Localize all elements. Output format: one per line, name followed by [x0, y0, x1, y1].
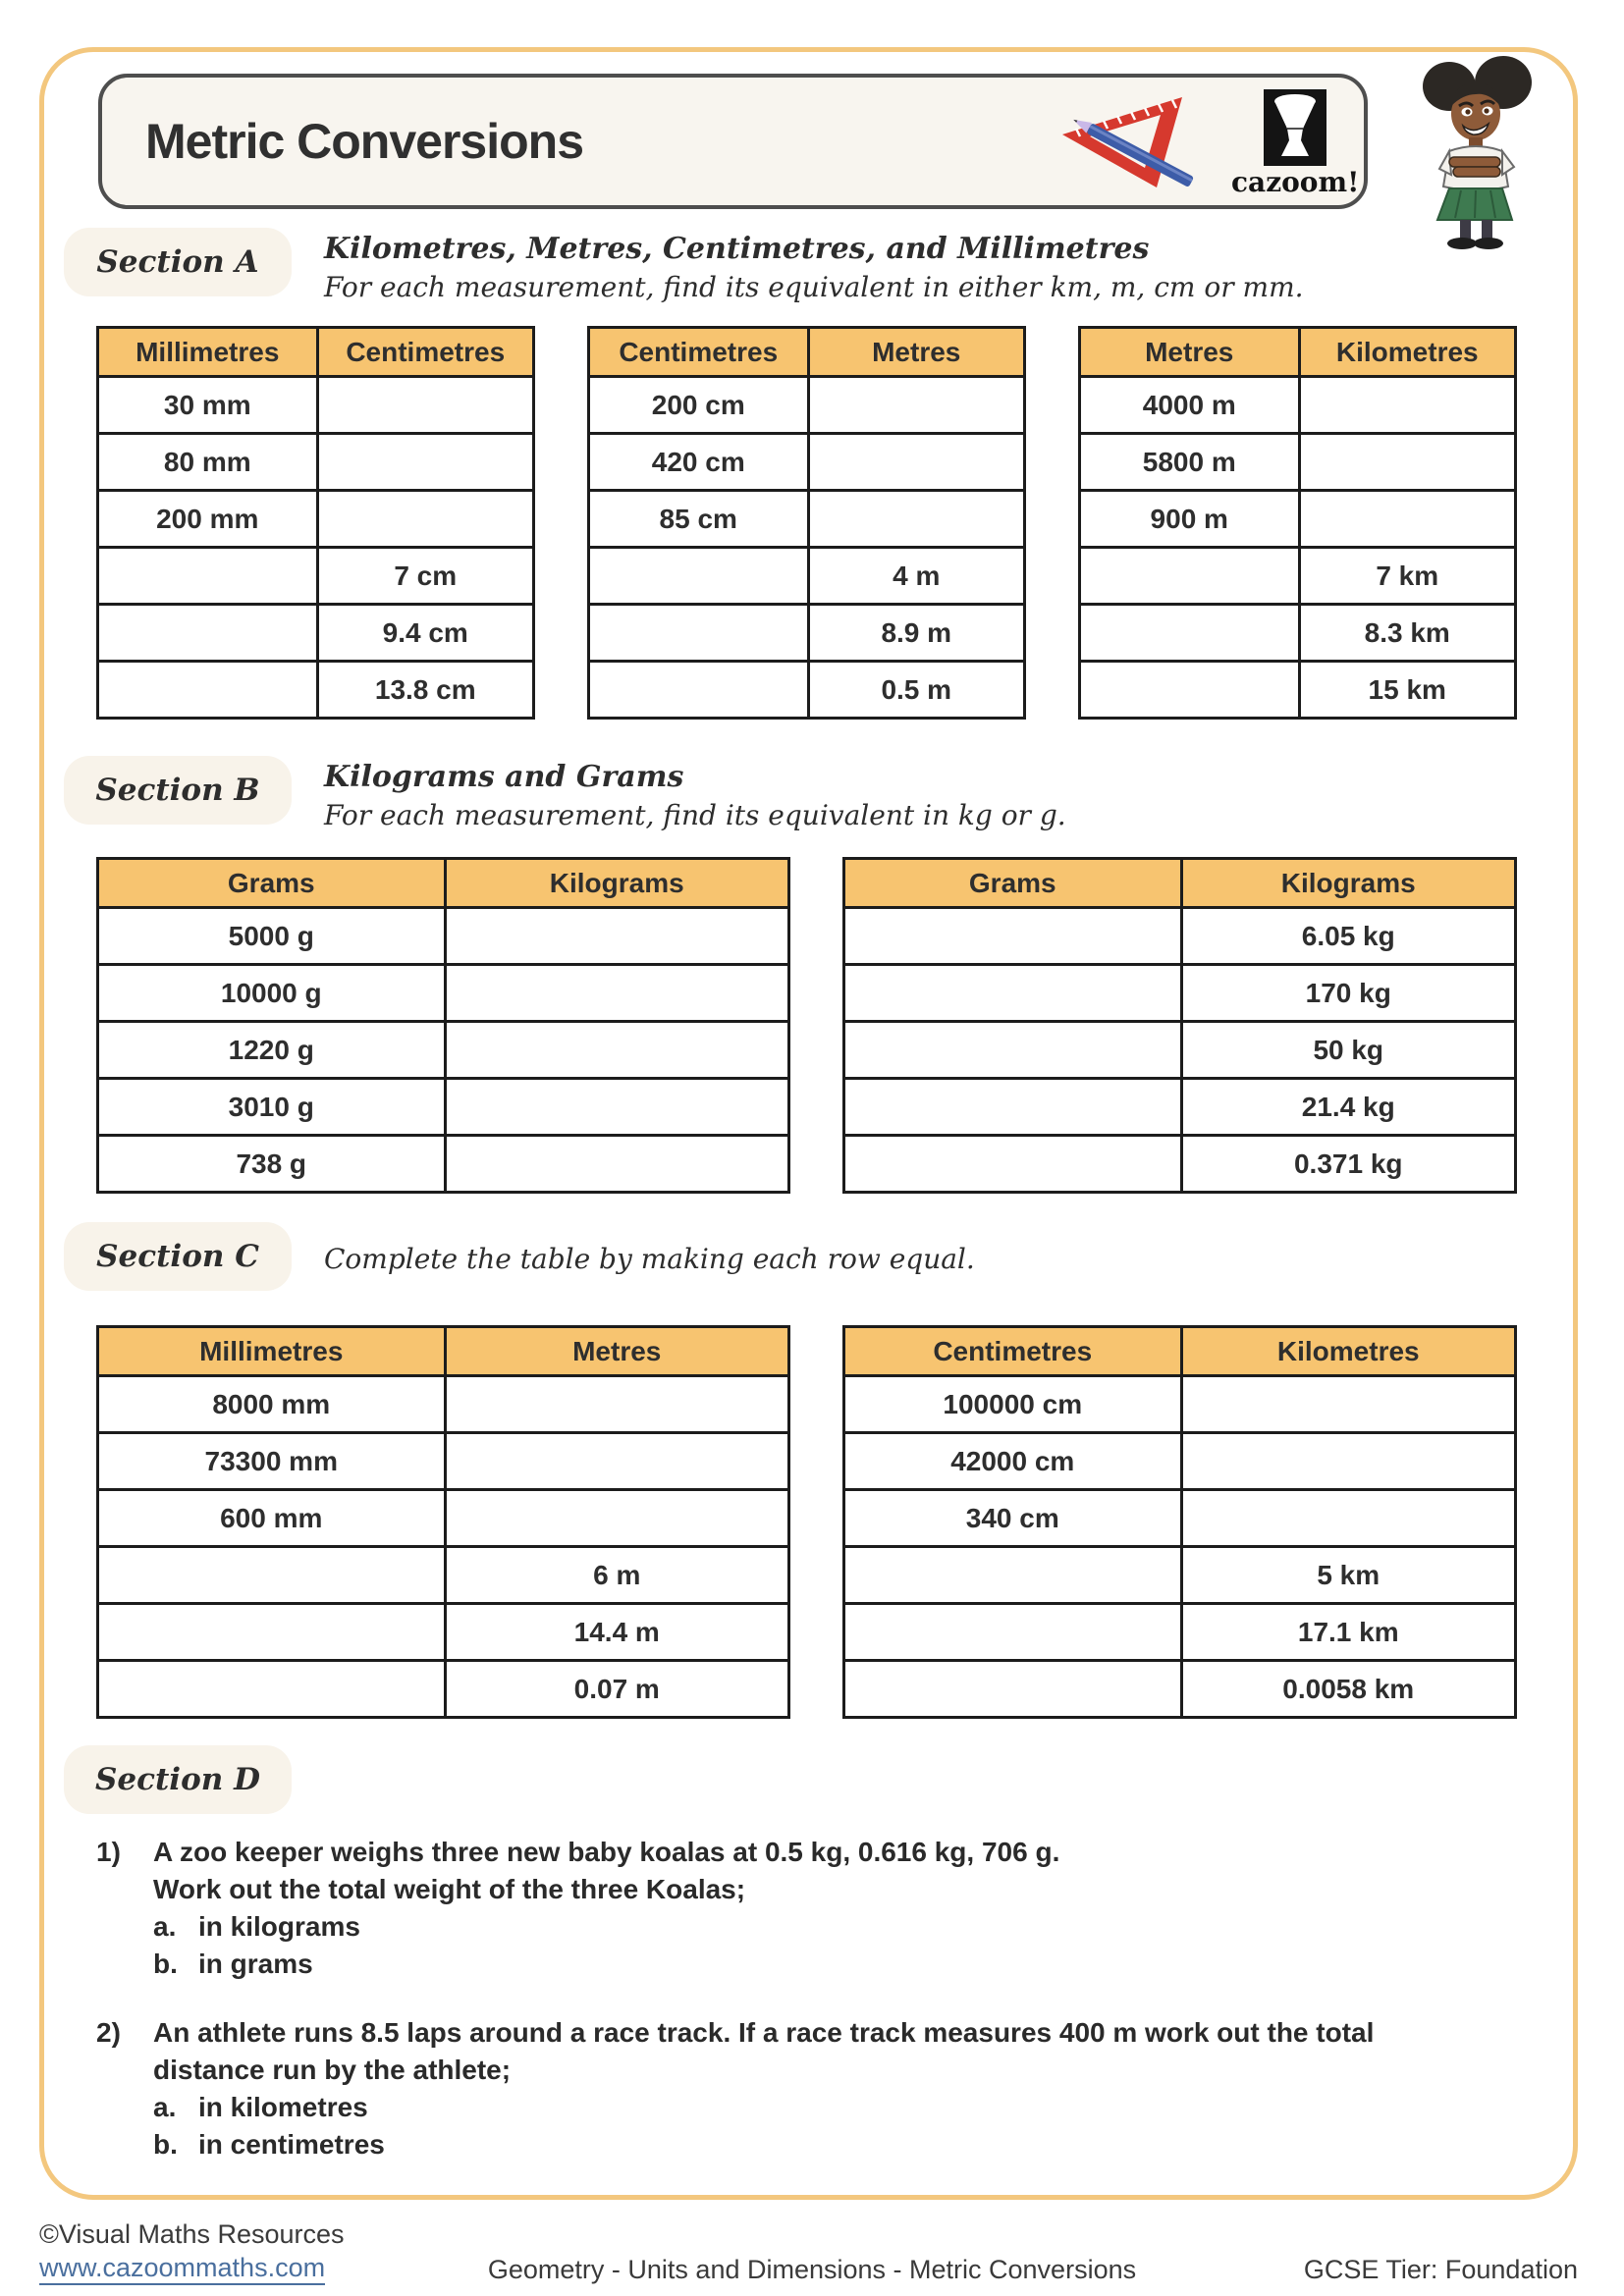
- question-part: b. in grams: [153, 1949, 313, 1979]
- answer-cell-blank: [444, 1488, 788, 1545]
- answer-cell-blank: [99, 603, 316, 660]
- table-row: [99, 546, 532, 603]
- cell-value: 4000 m: [1081, 375, 1298, 432]
- column-header: Centimetres: [590, 329, 807, 375]
- cell-value: 340 cm: [845, 1488, 1180, 1545]
- conversion-table-m-km: [1078, 326, 1517, 720]
- table-row: [1081, 489, 1514, 546]
- column-header: Centimetres: [845, 1328, 1180, 1374]
- cell-value: 5000 g: [99, 906, 444, 963]
- table-header-row: [99, 1328, 787, 1374]
- question-1: [96, 1834, 1520, 1983]
- table-header-row: [1081, 329, 1514, 375]
- cell-value: 0.07 m: [444, 1659, 788, 1716]
- table-row: [590, 489, 1023, 546]
- answer-cell-blank: [316, 489, 533, 546]
- page-title: Metric Conversions: [145, 114, 584, 169]
- cell-value: 10000 g: [99, 963, 444, 1020]
- answer-cell-blank: [316, 375, 533, 432]
- cell-value: 420 cm: [590, 432, 807, 489]
- cell-value: 6 m: [444, 1545, 788, 1602]
- cell-value: 8.9 m: [807, 603, 1024, 660]
- question-text-line: distance run by the athlete;: [153, 2055, 512, 2085]
- cell-value: 600 mm: [99, 1488, 444, 1545]
- column-header: Metres: [1081, 329, 1298, 375]
- cell-value: 80 mm: [99, 432, 316, 489]
- answer-cell-blank: [1180, 1374, 1515, 1431]
- answer-cell-blank: [444, 1134, 788, 1191]
- cell-value: 1220 g: [99, 1020, 444, 1077]
- answer-cell-blank: [444, 906, 788, 963]
- answer-cell-blank: [444, 963, 788, 1020]
- column-header: Kilometres: [1298, 329, 1515, 375]
- section-b-heading: Kilograms and Grams: [324, 760, 684, 794]
- question-text-line: A zoo keeper weighs three new baby koalas at 0.5 kg, 0.616 kg, 706 g.: [153, 1837, 1060, 1867]
- cell-value: 50 kg: [1180, 1020, 1515, 1077]
- cell-value: 30 mm: [99, 375, 316, 432]
- answer-cell-blank: [845, 1602, 1180, 1659]
- question-part: a. in kilometres: [153, 2092, 368, 2122]
- section-a-instruction: For each measurement, find its equivalent in either km, m, cm or mm.: [324, 271, 1304, 303]
- cell-value: 5800 m: [1081, 432, 1298, 489]
- table-row: [845, 1374, 1514, 1431]
- answer-cell-blank: [1298, 432, 1515, 489]
- djembe-drum-icon: [1264, 89, 1326, 166]
- answer-cell-blank: [1298, 489, 1515, 546]
- cell-value: 100000 cm: [845, 1374, 1180, 1431]
- cell-value: 17.1 km: [1180, 1602, 1515, 1659]
- answer-cell-blank: [444, 1077, 788, 1134]
- column-header: Grams: [845, 860, 1180, 906]
- answer-cell-blank: [99, 546, 316, 603]
- cell-value: 73300 mm: [99, 1431, 444, 1488]
- answer-cell-blank: [807, 432, 1024, 489]
- table-row: [845, 1020, 1514, 1077]
- question-number: 1): [96, 1837, 121, 1867]
- conversion-table-mm-cm: [96, 326, 535, 720]
- table-row: [590, 660, 1023, 717]
- answer-cell-blank: [1298, 375, 1515, 432]
- table-row: [99, 603, 532, 660]
- column-header: Metres: [444, 1328, 788, 1374]
- table-row: [99, 489, 532, 546]
- answer-cell-blank: [845, 1134, 1180, 1191]
- table-row: [99, 1077, 787, 1134]
- table-row: [99, 906, 787, 963]
- table-header-row: [845, 1328, 1514, 1374]
- cell-value: 8.3 km: [1298, 603, 1515, 660]
- cell-value: 21.4 kg: [1180, 1077, 1515, 1134]
- table-row: [99, 1659, 787, 1716]
- conversion-table-g-kg-1: [96, 857, 790, 1194]
- cazoom-logo: [1231, 89, 1359, 198]
- column-header: Grams: [99, 860, 444, 906]
- column-header: Centimetres: [316, 329, 533, 375]
- answer-cell-blank: [807, 375, 1024, 432]
- column-header: Kilograms: [1180, 860, 1515, 906]
- table-row: [99, 1488, 787, 1545]
- table-row: [99, 1545, 787, 1602]
- table-header-row: [99, 860, 787, 906]
- table-row: [99, 432, 532, 489]
- question-number: 2): [96, 2017, 121, 2048]
- cell-value: 14.4 m: [444, 1602, 788, 1659]
- section-b-instruction: For each measurement, find its equivalent in kg or g.: [324, 799, 1066, 831]
- section-c-label: Section C: [64, 1222, 292, 1291]
- answer-cell-blank: [1180, 1431, 1515, 1488]
- cell-value: 738 g: [99, 1134, 444, 1191]
- answer-cell-blank: [845, 963, 1180, 1020]
- table-row: [845, 963, 1514, 1020]
- table-row: [845, 1134, 1514, 1191]
- table-row: [99, 963, 787, 1020]
- column-header: Kilograms: [444, 860, 788, 906]
- column-header: Metres: [807, 329, 1024, 375]
- cell-value: 7 km: [1298, 546, 1515, 603]
- answer-cell-blank: [590, 603, 807, 660]
- column-header: Millimetres: [99, 329, 316, 375]
- table-row: [1081, 375, 1514, 432]
- table-row: [590, 546, 1023, 603]
- cell-value: 170 kg: [1180, 963, 1515, 1020]
- question-text-line: Work out the total weight of the three Koalas;: [153, 1874, 746, 1904]
- cell-value: 900 m: [1081, 489, 1298, 546]
- footer-topic-text: Geometry - Units and Dimensions - Metric Conversions: [487, 2255, 1137, 2284]
- table-row: [590, 375, 1023, 432]
- answer-cell-blank: [845, 1545, 1180, 1602]
- table-row: [1081, 546, 1514, 603]
- table-row: [845, 1659, 1514, 1716]
- table-row: [845, 1545, 1514, 1602]
- section-d-label: Section D: [64, 1745, 292, 1814]
- table-header-row: [845, 860, 1514, 906]
- set-square-pencil-icon: [1056, 91, 1214, 206]
- answer-cell-blank: [845, 1659, 1180, 1716]
- table-row: [99, 1602, 787, 1659]
- answer-cell-blank: [590, 546, 807, 603]
- footer-website-link[interactable]: www.cazoommaths.com: [39, 2253, 325, 2285]
- answer-cell-blank: [99, 660, 316, 717]
- table-row: [99, 375, 532, 432]
- answer-cell-blank: [99, 1545, 444, 1602]
- table-row: [99, 1134, 787, 1191]
- title-box: [98, 74, 1368, 209]
- answer-cell-blank: [444, 1374, 788, 1431]
- answer-cell-blank: [99, 1602, 444, 1659]
- section-a-label: Section A: [64, 228, 292, 296]
- section-c-instruction: Complete the table by making each row equal.: [324, 1243, 975, 1275]
- answer-cell-blank: [316, 432, 533, 489]
- cell-value: 85 cm: [590, 489, 807, 546]
- table-row: [99, 1020, 787, 1077]
- section-a-heading: Kilometres, Metres, Centimetres, and Millimetres: [324, 232, 1150, 266]
- conversion-table-g-kg-2: [842, 857, 1517, 1194]
- conversion-table-cm-m: [587, 326, 1026, 720]
- table-row: [845, 906, 1514, 963]
- question-text-line: An athlete runs 8.5 laps around a race track. If a race track measures 400 m work out the total: [153, 2017, 1375, 2048]
- footer-tier-text: GCSE Tier: Foundation: [1303, 2255, 1578, 2284]
- answer-cell-blank: [444, 1431, 788, 1488]
- conversion-table-mm-m: [96, 1325, 790, 1719]
- answer-cell-blank: [444, 1020, 788, 1077]
- question-part: a. in kilograms: [153, 1911, 360, 1942]
- column-header: Millimetres: [99, 1328, 444, 1374]
- cell-value: 7 cm: [316, 546, 533, 603]
- table-row: [845, 1488, 1514, 1545]
- cell-value: 200 mm: [99, 489, 316, 546]
- cell-value: 4 m: [807, 546, 1024, 603]
- cell-value: 5 km: [1180, 1545, 1515, 1602]
- table-row: [1081, 603, 1514, 660]
- cell-value: 9.4 cm: [316, 603, 533, 660]
- table-row: [590, 603, 1023, 660]
- answer-cell-blank: [99, 1659, 444, 1716]
- answer-cell-blank: [590, 660, 807, 717]
- question-2: [96, 2014, 1520, 2163]
- answer-cell-blank: [845, 906, 1180, 963]
- cell-value: 6.05 kg: [1180, 906, 1515, 963]
- cell-value: 0.0058 km: [1180, 1659, 1515, 1716]
- answer-cell-blank: [1081, 660, 1298, 717]
- table-row: [845, 1431, 1514, 1488]
- table-row: [845, 1602, 1514, 1659]
- table-row: [99, 660, 532, 717]
- table-row: [99, 1431, 787, 1488]
- answer-cell-blank: [845, 1020, 1180, 1077]
- student-character-illustration: [1420, 55, 1536, 256]
- table-row: [1081, 660, 1514, 717]
- table-row: [1081, 432, 1514, 489]
- table-header-row: [590, 329, 1023, 375]
- answer-cell-blank: [1081, 603, 1298, 660]
- section-b-label: Section B: [64, 756, 292, 825]
- cell-value: 0.371 kg: [1180, 1134, 1515, 1191]
- table-header-row: [99, 329, 532, 375]
- footer-copyright: ©Visual Maths Resources: [39, 2219, 345, 2249]
- conversion-table-cm-km: [842, 1325, 1517, 1719]
- answer-cell-blank: [807, 489, 1024, 546]
- answer-cell-blank: [1081, 546, 1298, 603]
- cell-value: 13.8 cm: [316, 660, 533, 717]
- cell-value: 200 cm: [590, 375, 807, 432]
- answer-cell-blank: [1180, 1488, 1515, 1545]
- table-row: [99, 1374, 787, 1431]
- cell-value: 8000 mm: [99, 1374, 444, 1431]
- question-part: b. in centimetres: [153, 2129, 385, 2160]
- cell-value: 42000 cm: [845, 1431, 1180, 1488]
- answer-cell-blank: [845, 1077, 1180, 1134]
- table-row: [590, 432, 1023, 489]
- cell-value: 15 km: [1298, 660, 1515, 717]
- cell-value: 3010 g: [99, 1077, 444, 1134]
- cazoom-logo-text: cazoom!: [1231, 166, 1360, 198]
- cell-value: 0.5 m: [807, 660, 1024, 717]
- column-header: Kilometres: [1180, 1328, 1515, 1374]
- table-row: [845, 1077, 1514, 1134]
